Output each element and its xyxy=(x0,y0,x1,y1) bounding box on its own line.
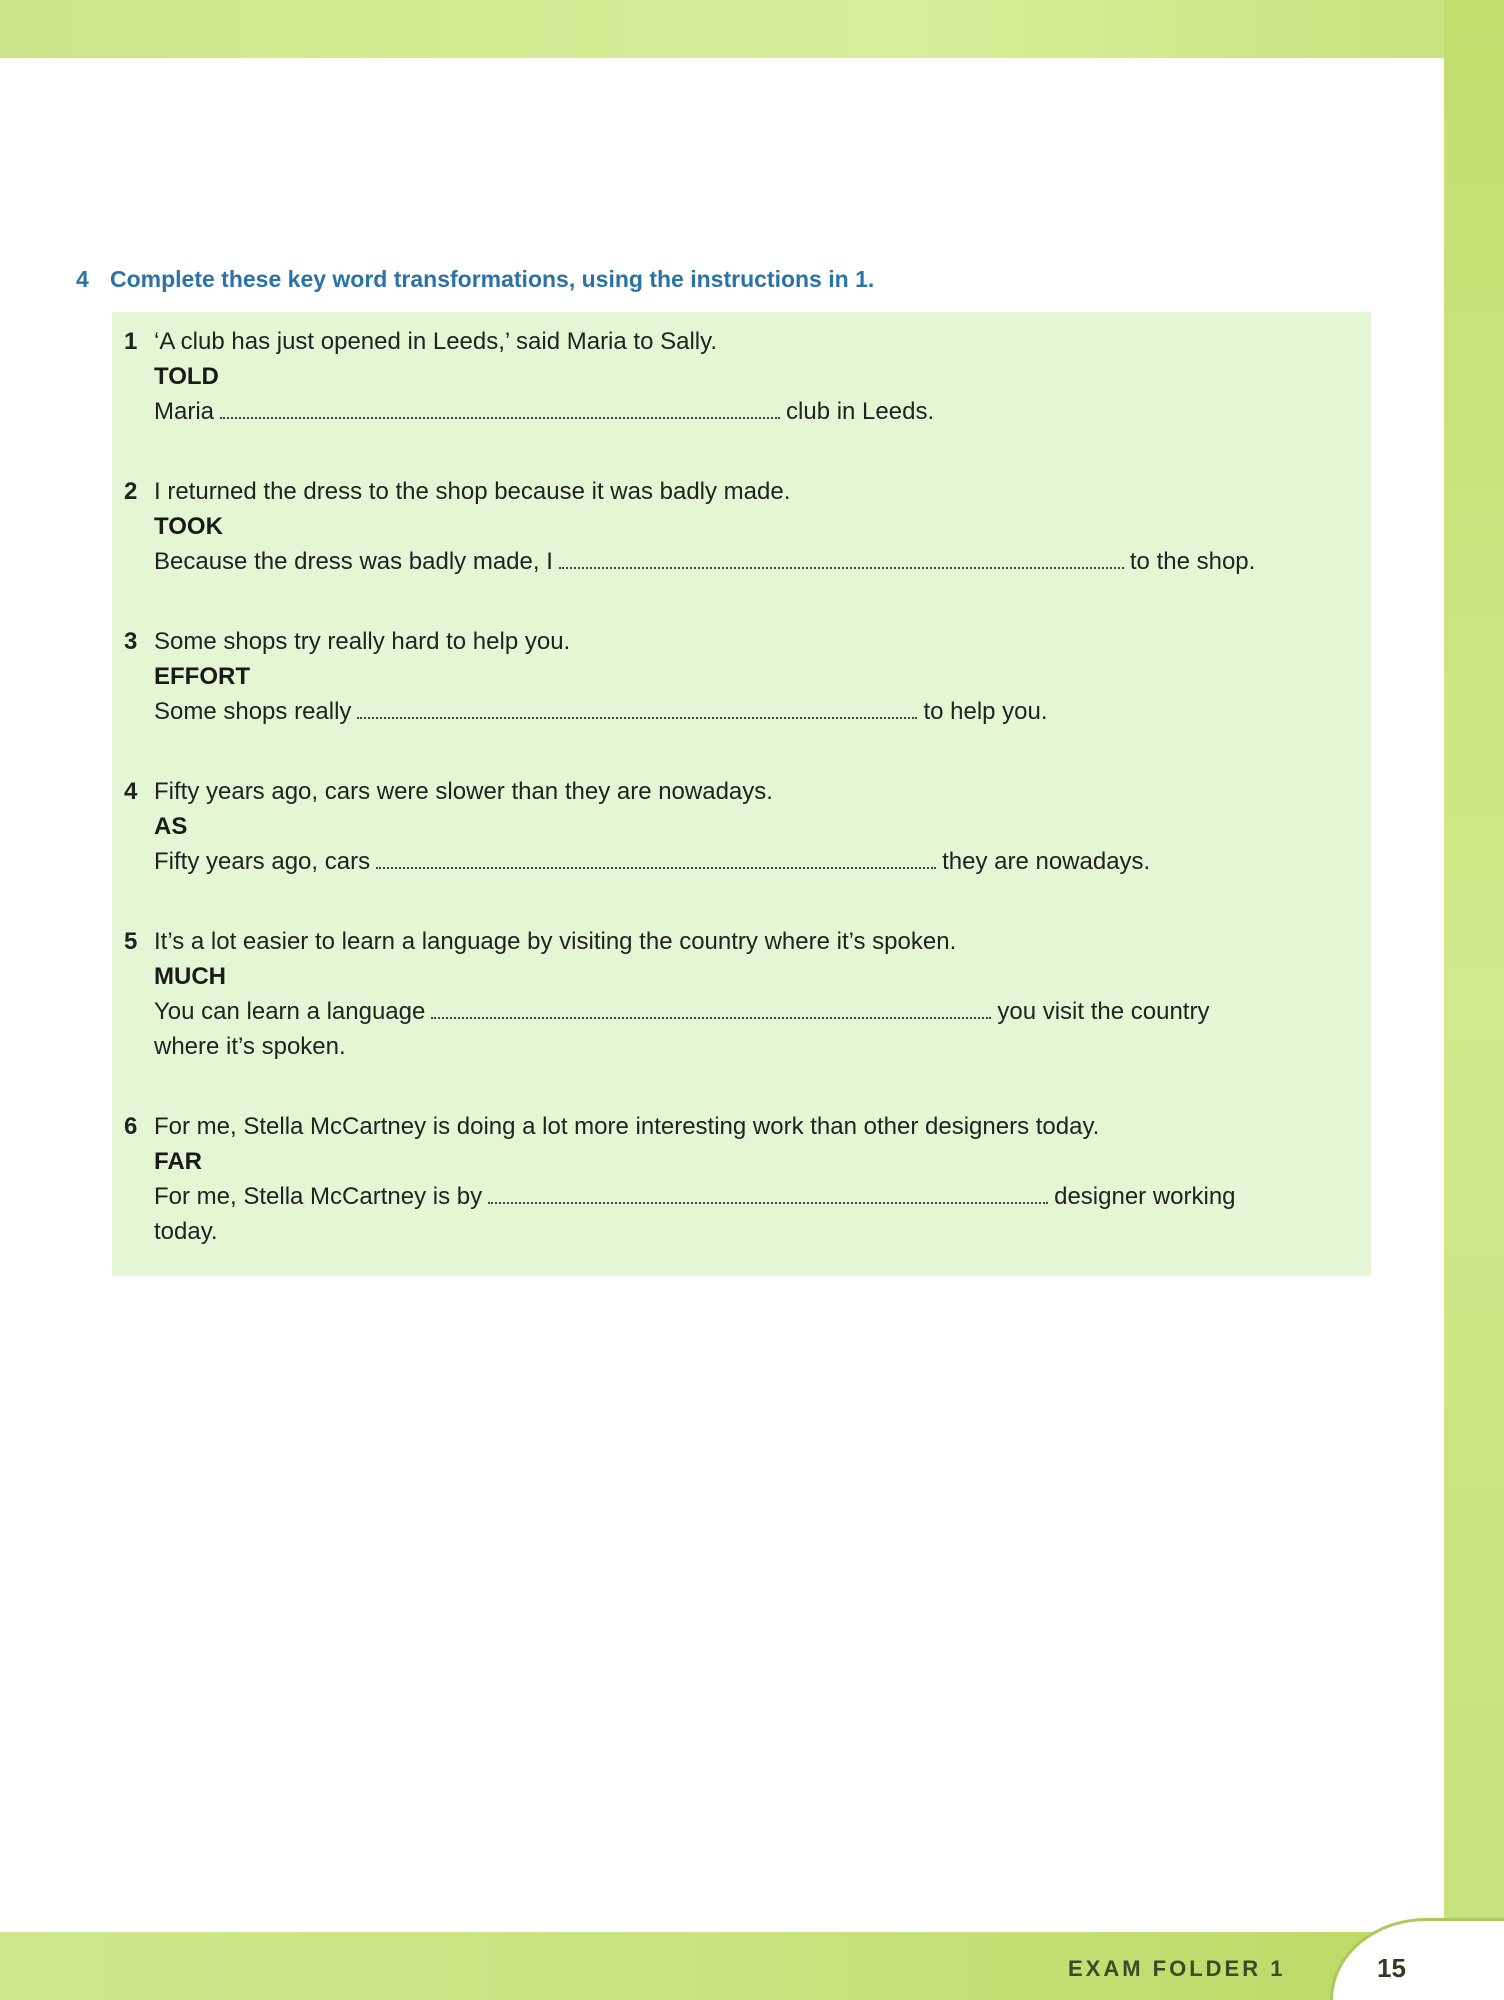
item-continuation: today. xyxy=(154,1218,218,1245)
gap-before-text: Because the dress was badly made, I xyxy=(154,548,553,575)
exercise-instruction xyxy=(76,266,874,293)
item-continuation: where it’s spoken. xyxy=(154,1033,346,1060)
item-number: 4 xyxy=(124,778,138,805)
item-gapped-sentence xyxy=(124,544,1255,579)
right-decorative-band xyxy=(1444,0,1504,2000)
gap-after-text: to the shop. xyxy=(1129,548,1256,575)
gap-after-text: to help you. xyxy=(923,698,1048,725)
gap-before-text: Fifty years ago, cars xyxy=(154,848,371,875)
item-number: 5 xyxy=(124,928,138,955)
answer-blank[interactable] xyxy=(488,1182,1048,1204)
transformation-item xyxy=(124,324,934,429)
item-keyword: FAR xyxy=(154,1148,202,1175)
transformation-item xyxy=(124,924,1209,1064)
transformation-item xyxy=(124,1109,1236,1249)
item-keyword: TOLD xyxy=(154,363,219,390)
page-number: 15 xyxy=(1377,1953,1406,1983)
gap-after-text: club in Leeds. xyxy=(786,398,935,425)
instruction-text: Complete these key word transformations, using the instructions in 1. xyxy=(110,266,875,292)
item-keyword: TOOK xyxy=(154,513,223,540)
item-keyword: MUCH xyxy=(154,963,226,990)
gap-before-text: Maria xyxy=(154,398,215,425)
item-keyword: EFFORT xyxy=(154,663,250,690)
item-gapped-sentence xyxy=(124,394,934,429)
item-sentence: Fifty years ago, cars were slower than they are nowadays. xyxy=(154,778,773,805)
item-number: 2 xyxy=(124,478,138,505)
item-number: 1 xyxy=(124,328,138,355)
transformation-item xyxy=(124,474,1255,579)
answer-blank[interactable] xyxy=(376,847,936,869)
item-sentence: I returned the dress to the shop because it was badly made. xyxy=(154,478,791,505)
gap-after-text: designer working xyxy=(1054,1183,1236,1210)
page-number-tab xyxy=(1330,1918,1504,2000)
transformation-item xyxy=(124,774,1150,879)
item-gapped-sentence xyxy=(124,844,1150,879)
item-gapped-sentence xyxy=(124,1179,1236,1214)
gap-before-text: For me, Stella McCartney is by xyxy=(154,1183,483,1210)
answer-blank[interactable] xyxy=(357,697,917,719)
item-number: 6 xyxy=(124,1113,138,1140)
gap-after-text: you visit the country xyxy=(997,998,1210,1025)
item-sentence: It’s a lot easier to learn a language by visiting the country where it’s spoken. xyxy=(154,928,957,955)
transformation-item xyxy=(124,624,1048,729)
exercise-number: 4 xyxy=(76,266,89,292)
item-gapped-sentence xyxy=(124,994,1209,1029)
item-gapped-sentence xyxy=(124,694,1048,729)
top-decorative-band xyxy=(0,0,1504,58)
item-keyword: AS xyxy=(154,813,188,840)
item-number: 3 xyxy=(124,628,138,655)
gap-before-text: Some shops really xyxy=(154,698,352,725)
item-sentence: Some shops try really hard to help you. xyxy=(154,628,571,655)
answer-blank[interactable] xyxy=(220,397,780,419)
footer-section-label: EXAM FOLDER 1 xyxy=(1068,1956,1286,1981)
gap-before-text: You can learn a language xyxy=(154,998,426,1025)
item-sentence: ‘A club has just opened in Leeds,’ said Maria to Sally. xyxy=(154,328,717,355)
answer-blank[interactable] xyxy=(431,997,991,1019)
answer-blank[interactable] xyxy=(559,547,1124,569)
gap-after-text: they are nowadays. xyxy=(942,848,1151,875)
item-sentence: For me, Stella McCartney is doing a lot more interesting work than other designers today. xyxy=(154,1113,1100,1140)
